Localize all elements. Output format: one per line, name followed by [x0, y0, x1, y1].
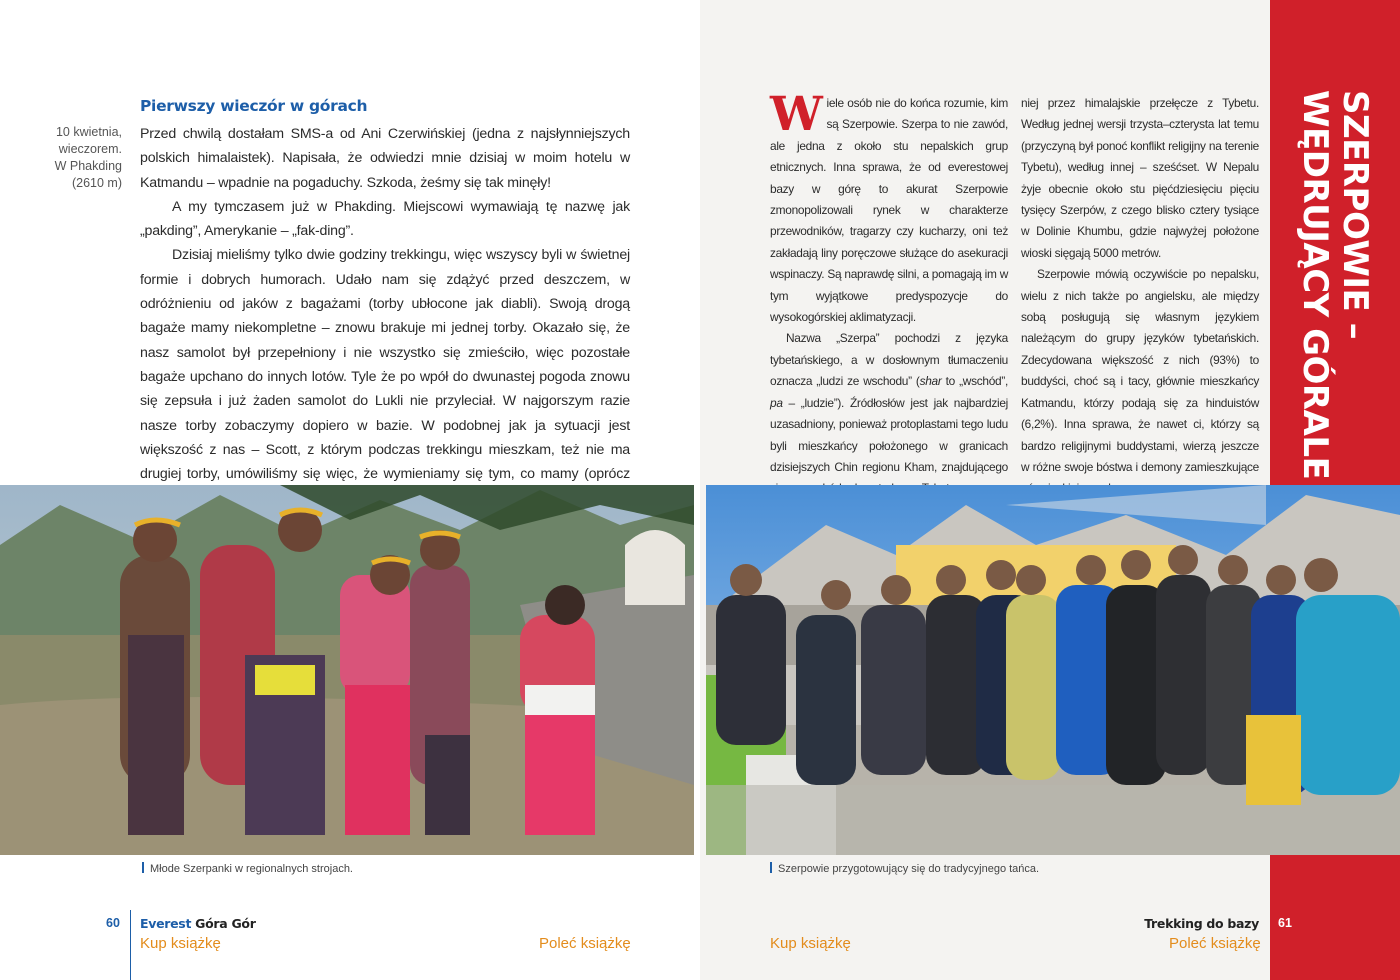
paragraph: Przed chwilą dostałam SMS-a od Ani Czerwińskiej (jedna z najsłynniejszych polskich himalaistek). Napisała, że odwiedzi mnie dzisiaj w moim hotelu w Katmandu – wpadnie na pogaduchy. Szkoda, żeśmy się tak minęły! — [140, 126, 630, 191]
drop-cap: W — [770, 87, 823, 142]
photo-sherpa-group — [706, 485, 1400, 855]
running-head-right: Trekking do bazy — [1144, 916, 1259, 931]
right-column-2 — [1021, 93, 1259, 500]
photo-caption-left: Młode Szerpanki w regionalnych strojach. — [142, 862, 353, 875]
running-head-left — [140, 916, 256, 931]
chapter-title — [1270, 0, 1400, 480]
page-number-left: 60 — [106, 916, 120, 930]
chapter-title-line1: SZERPOWIE – — [1335, 90, 1375, 340]
paragraph — [770, 87, 1008, 328]
paragraph: Dzisiaj mieliśmy tylko dwie godziny trekkingu, więc wszyscy byli w świetnej formie i dobrych humorach. Udało nam się zdążyć przed deszczem, w odróżnieniu od jaków z bagażami (torby ubłocone jak diabli). Swoją drogą bagaże mamy niekompletne – znowu brakuje mi jednej torby. Okazało się, że nasz samolot był przepełniony i nie wszystko się zmieściło, więc pozostałe bagaże upchano do innych lotów. Tyle że po wpół do dwunastej pogoda znowu się zepsuła i już żaden samolot do Lukli nie przyleciał. W najgorszym razie nasze torby zobaczymy dopiero w bazie. W podobnej jak ja sytuacji jest większość z nas – Scott, z którym podczas trekkingu mieszkam, też nie ma drugiej torby, umówiliśmy się więc, że wymieniamy się tym, co mamy (oprócz — [140, 247, 630, 483]
side-note-date: 10 kwietnia, wieczorem. W Phakding (2610 m) — [54, 125, 122, 190]
chapter-title-line2: WĘDRUJĄCY GÓRALE — [1295, 90, 1335, 480]
buy-book-link[interactable]: Kup książkę — [140, 935, 221, 952]
footer-divider — [130, 910, 131, 980]
italic-term: shar — [919, 374, 942, 389]
recommend-book-link[interactable]: Poleć książkę — [539, 935, 631, 952]
running-head-rest: Góra Gór — [191, 916, 256, 931]
paragraph-text: – „ludzie”). Źródłosłów jest jak najbardziej uzasadniony, ponieważ protoplastami tego ludu byli mieszkańcy położonego w granicach dzisiejszych Chin regionu Kham, znajdującego — [770, 395, 1008, 474]
buy-book-link[interactable]: Kup książkę — [770, 935, 851, 952]
paragraph-text: to „wschód”, — [941, 374, 1008, 389]
paragraph: niej przez himalajskie przełęcze z Tybetu. Według jednej wersji trzysta–czterysta lat temu (przyczyną był ponoć konflikt religijny na terenie Tybetu), według innej – sześćset. W Nepalu żyje obecnie około stu pięćdziesięciu pięciu tysięcy Szerpów, z czego blisko cztery tysiące w Dolinie Khumbu, gdzie najwyżej położone wioski sięgają 5000 metrów. — [1021, 96, 1259, 260]
photo-caption-right: Szerpowie przygotowujący się do tradycyjnego tańca. — [770, 862, 1039, 875]
recommend-book-link[interactable]: Poleć książkę — [1169, 935, 1261, 952]
italic-term: pa — [770, 395, 783, 410]
photo-sherpa-girls — [0, 485, 694, 855]
paragraph-text: iele osób nie do końca rozumie, kim są Szerpowie. Szerpa to nie zawód, ale jedna z około stu nepalskich grup etnicznych. Inna sprawa, że od everestowej bazy w górę to akurat Szerpowie zmonopolizowali rynek w charakterze przewodników, tragarzy czy kucharzy, oni też zakładają liny poręczowe służące do asekuracji wspinaczy. Są naprawdę silni, a pomagają im w tym wyjątkowe predyspozycje do wysokogórskiej aklimatyzacji. — [770, 96, 1008, 325]
page-number-right: 61 — [1278, 916, 1292, 930]
left-body-text — [140, 122, 630, 511]
running-head-accent: Everest — [140, 916, 192, 931]
paragraph: Szerpowie mówią oczywiście po nepalsku, wielu z nich także po angielsku, ale między sobą posługują się własnym językiem należącym do grupy języków tybetańskich. Zdecydowana większość z nich (93%) to buddyści, choć są i tacy, głównie mieszkańcy Katmandu, którzy podają się za hinduistów (6,2%). Inna sprawa, że nawet ci, którzy są bardzo religijnymi buddystami, wierzą jeszcze w różne swoje bóstwa i demony zamieszkujące — [1021, 267, 1259, 474]
paragraph-text: Nazwa „Szerpa” pochodzi z języka tybetańskiego, a w dosłownym tłumaczeniu oznacza „ludzi ze wschodu” ( — [770, 331, 1008, 389]
section-title: Pierwszy wieczór w górach — [140, 97, 368, 115]
paragraph — [770, 328, 1008, 499]
paragraph: A my tymczasem już w Phakding. Miejscowi wymawiają tę nazwę jak „pakding”, Amerykanie – „fak-ding”. — [140, 198, 630, 240]
